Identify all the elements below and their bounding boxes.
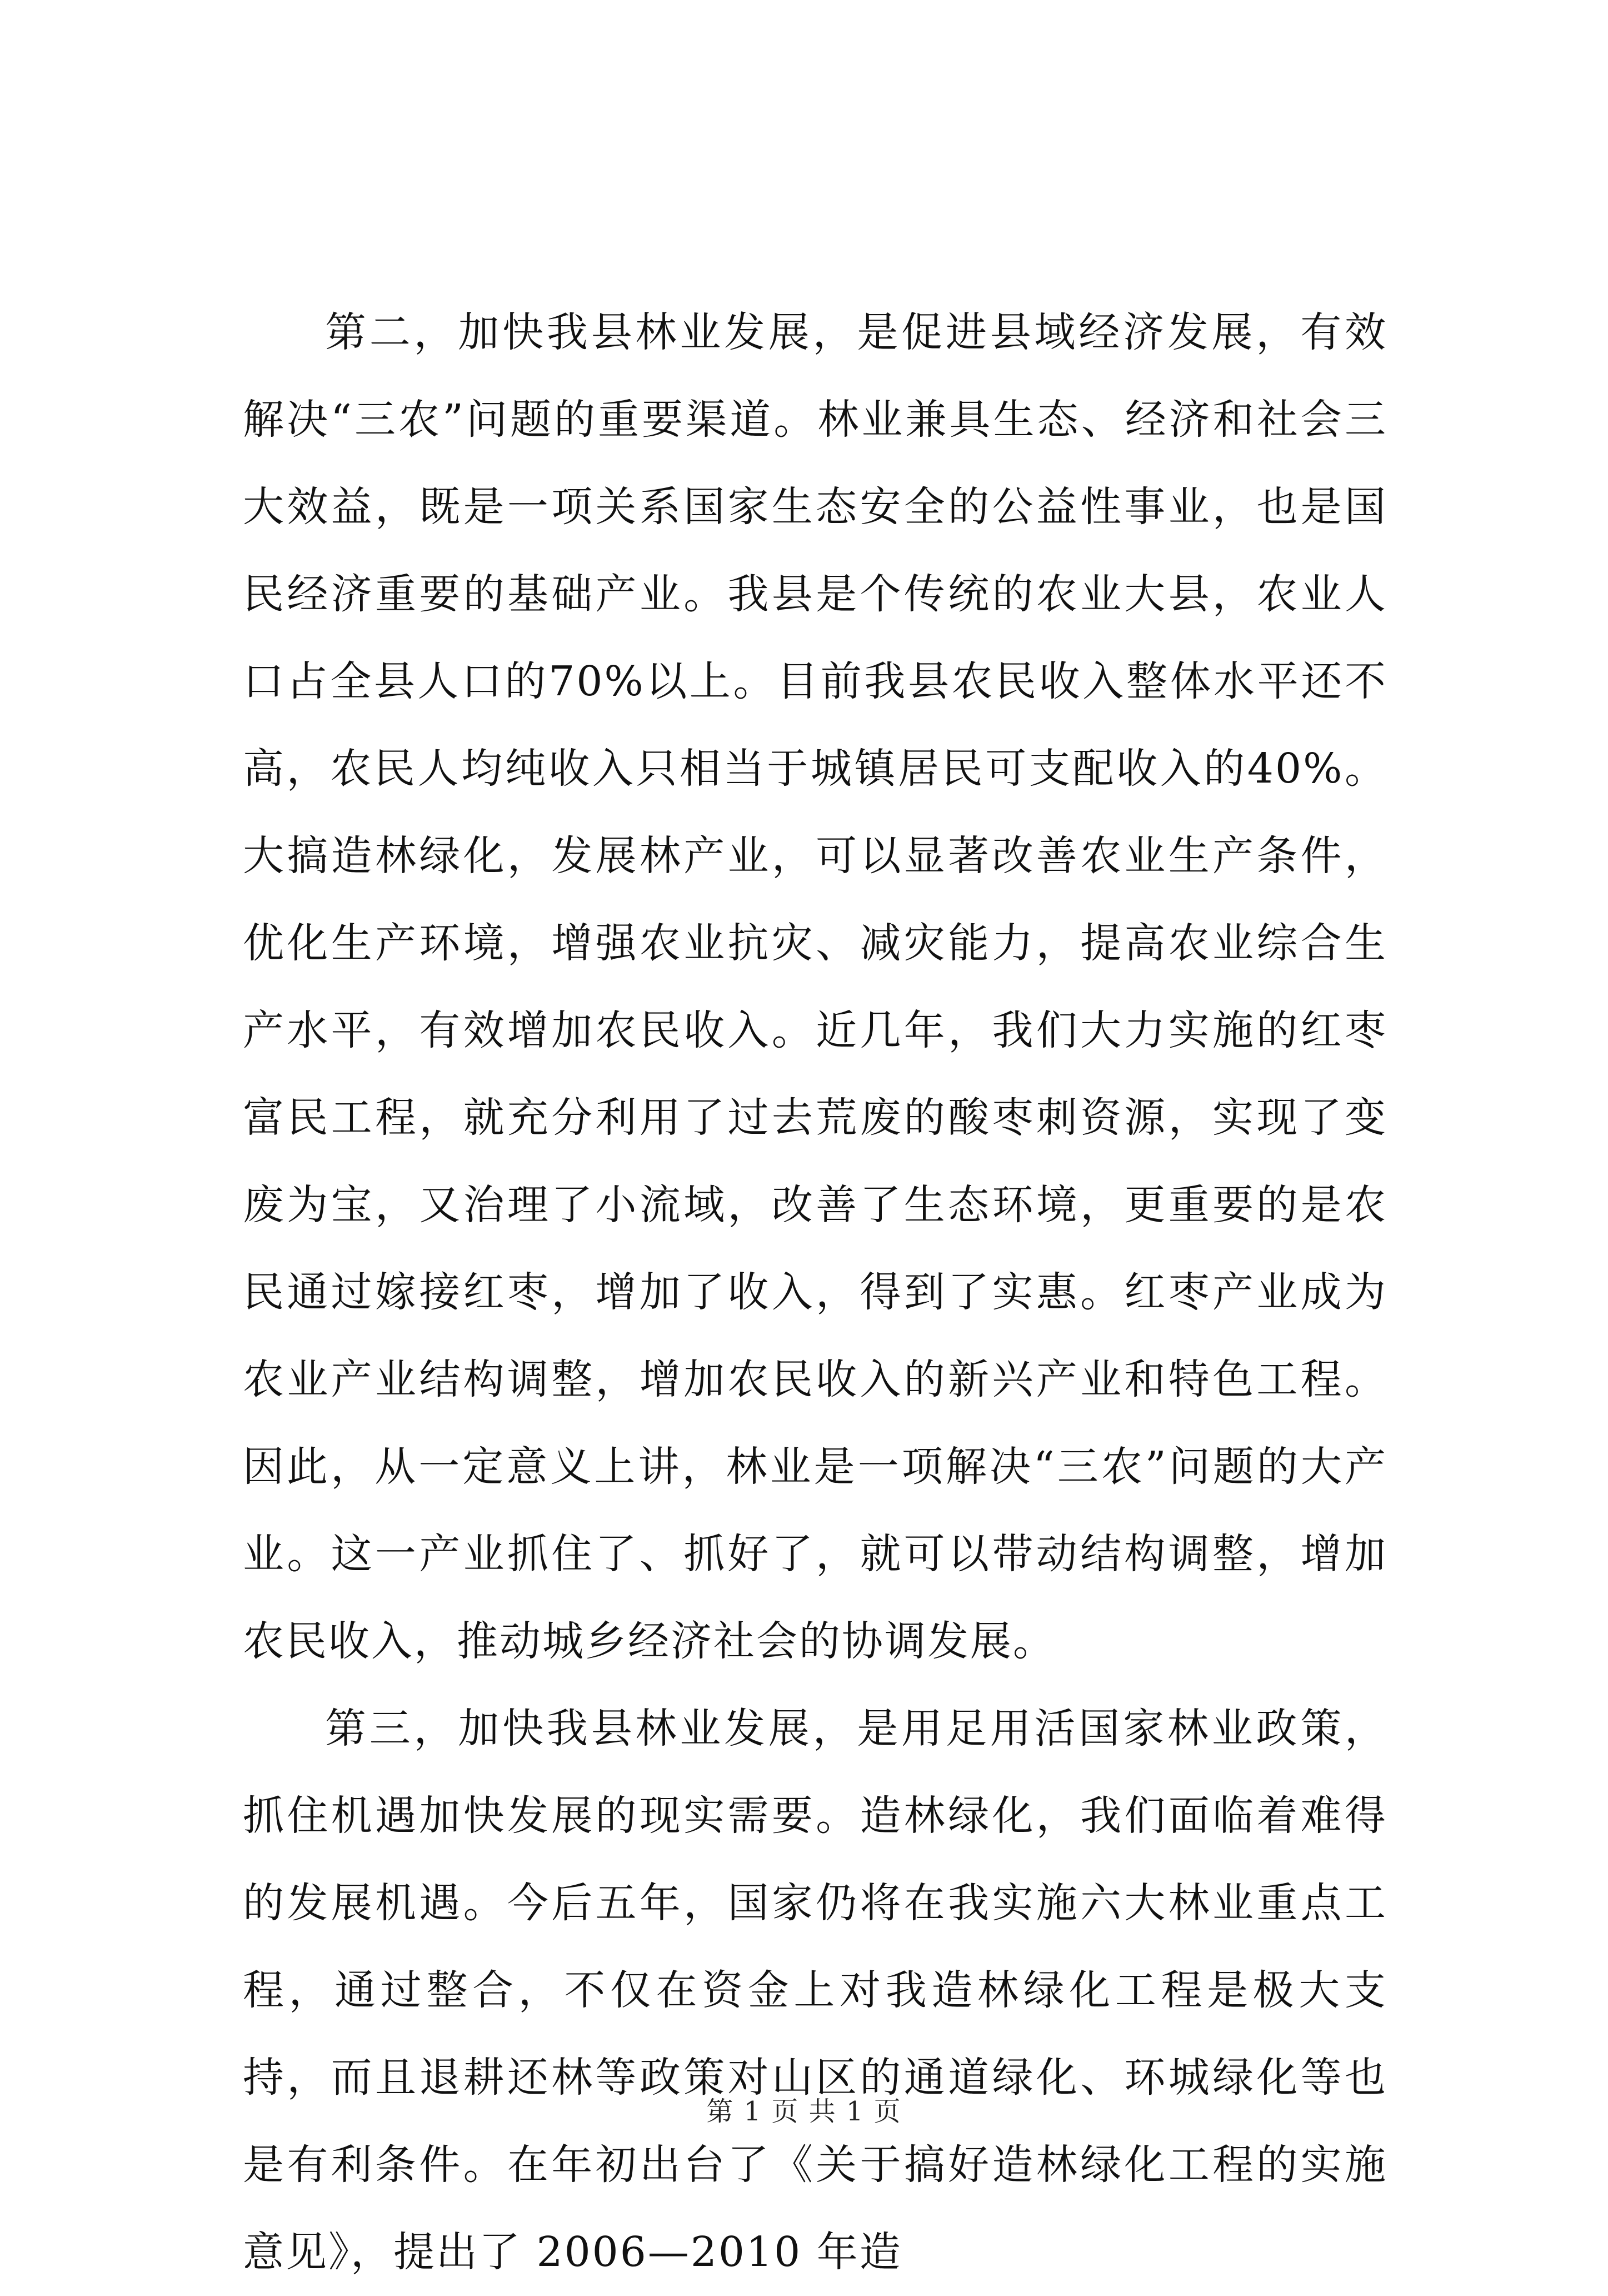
paragraph-third-point: 第三，加快我县林业发展，是用足用活国家林业政策，抓住机遇加快发展的现实需要。造林绿化，我们面临着难得的发展机遇。今后五年，国家仍将在我实施六大林业重点工程，通过整合，不仅在资金上对我造林绿化工程是极大支持，而且退耕还林等政策对山区的通道绿化、环城绿化等也是有利条件。在年初出台了《关于搞好造林绿化工程的实施意见》，提出了 2006—2010 年造 xyxy=(243,1705,1387,2276)
page-number-footer: 第 1 页 共 1 页 xyxy=(706,2096,902,2127)
document-body xyxy=(243,289,1387,2296)
paragraph-second-point: 第二，加快我县林业发展，是促进县域经济发展，有效解决“三农”问题的重要渠道。林业兼具生态、经济和社会三大效益，既是一项关系国家生态安全的公益性事业，也是国民经济重要的基础产业。我县是个传统的农业大县，农业人口占全县人口的70%以上。目前我县农民收入整体水平还不高，农民人均纯收入只相当于城镇居民可支配收入的40%。大搞造林绿化，发展林产业，可以显著改善农业生产条件，优化生产环境，增强农业抗灾、减灾能力，提高农业综合生产水平，有效增加农民收入。近几年，我们大力实施的红枣富民工程，就充分利用了过去荒废的酸枣刺资源，实现了变废为宝，又治理了小流域，改善了生态环境，更重要的是农民通过嫁接红枣，增加了收入，得到了实惠。红枣产业成为农业产业结构调整，增加农民收入的新兴产业和特色工程。因此，从一定意义上讲，林业是一项解决“三农”问题的大产业。这一产业抓住了、抓好了，就可以带动结构调整，增加农民收入，推动城乡经济社会的协调发展。 xyxy=(243,308,1387,1665)
